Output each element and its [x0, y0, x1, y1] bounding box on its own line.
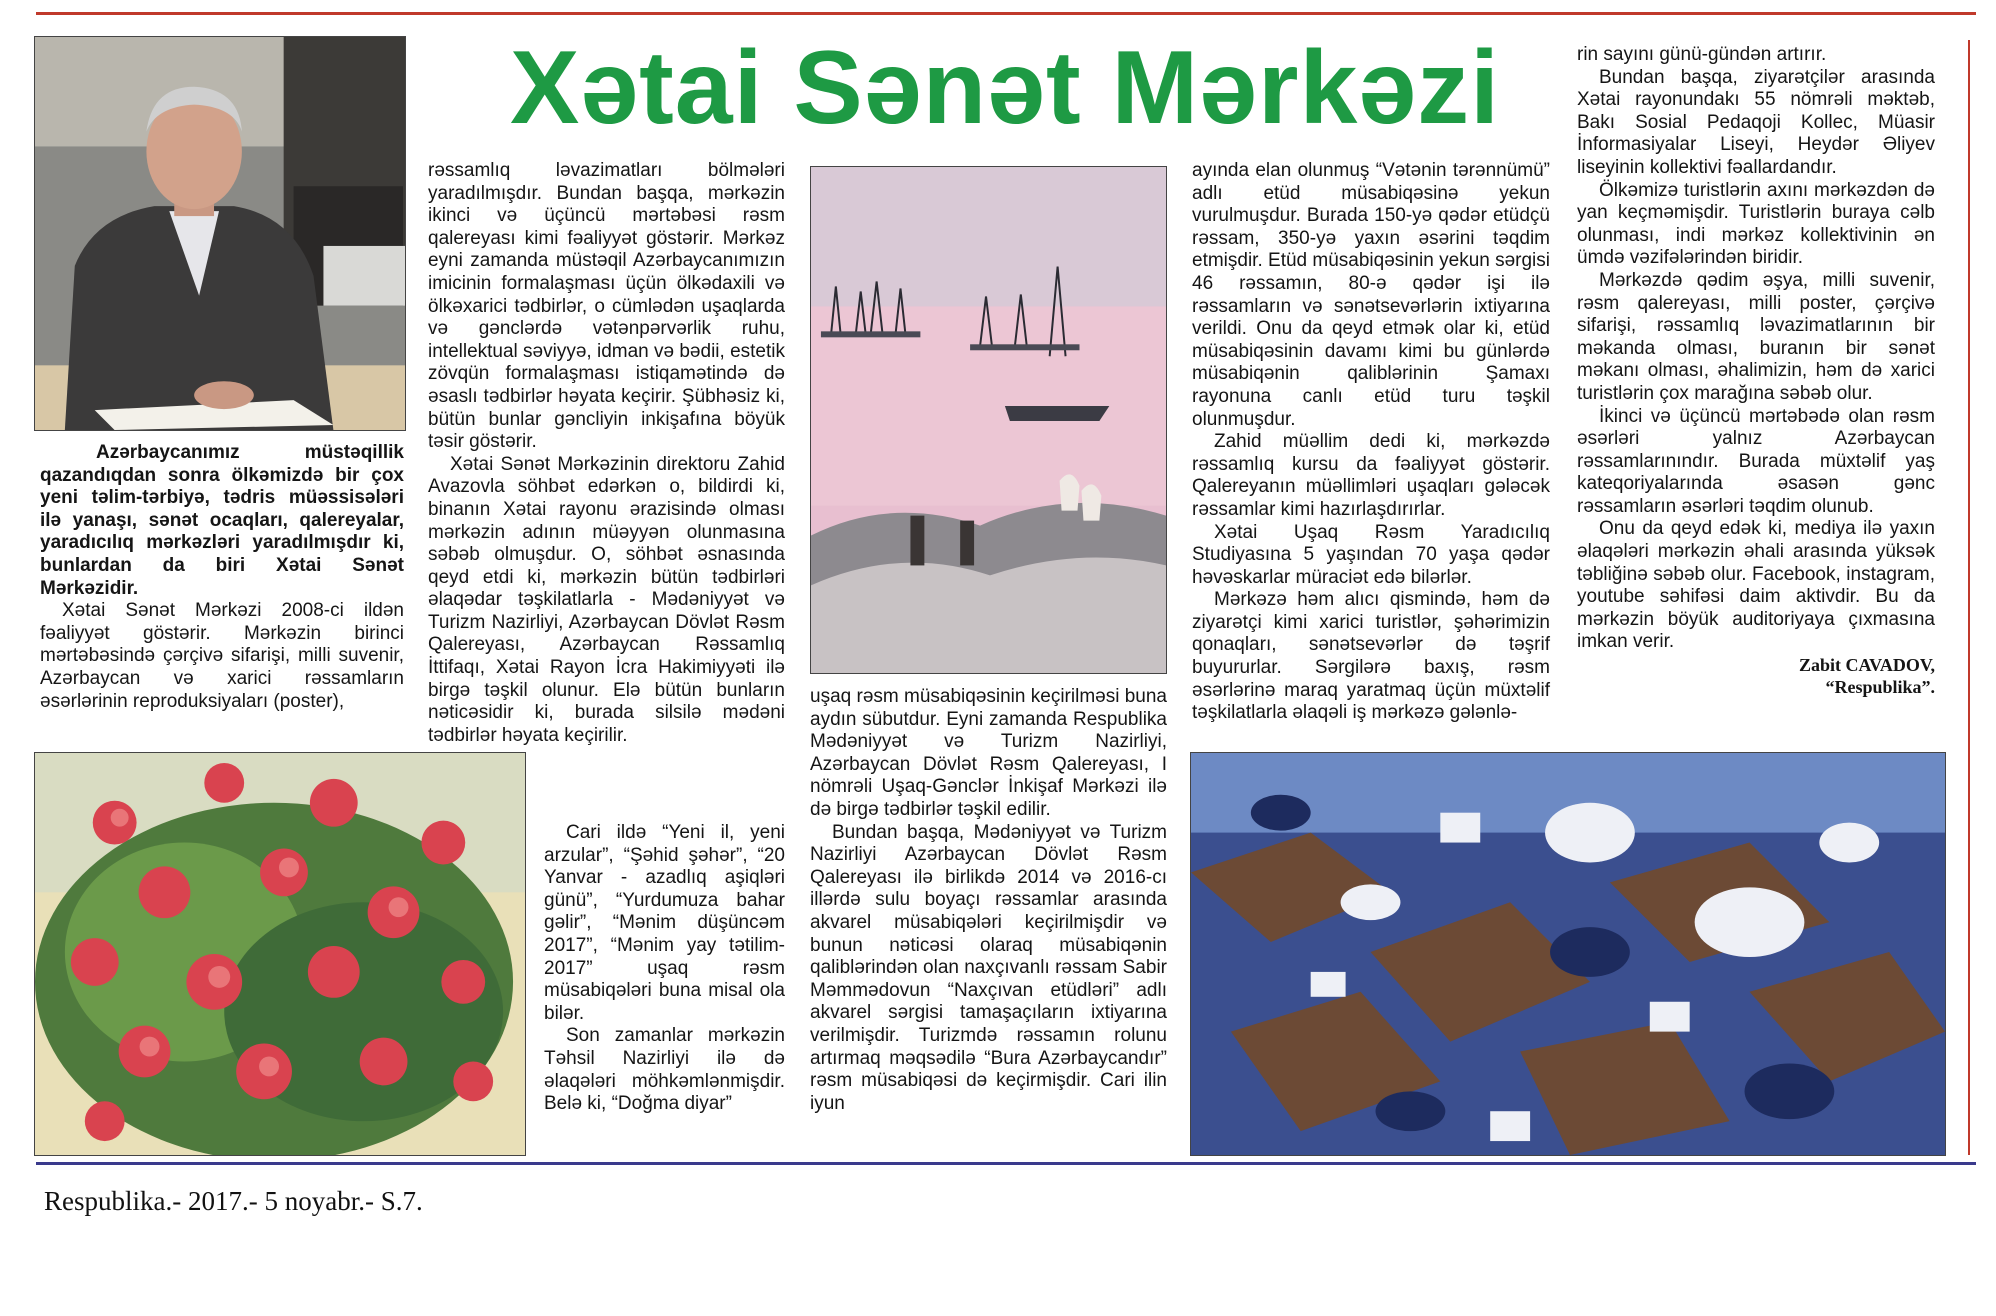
- column-5: [1577, 44, 1935, 698]
- flowers-painting: [34, 752, 526, 1156]
- newspaper-name: “Respublika”.: [1825, 677, 1935, 698]
- paragraph: rin sayını günü-gündən artırır.: [1577, 44, 1827, 65]
- top-rule: [36, 12, 1976, 15]
- oil-rigs-painting: [810, 166, 1167, 674]
- paragraph: Xətai Sənət Mərkəzi 2008-ci ildən fəaliyyət göstərir. Mərkəzin birinci mərtəbəsində çərçivə sifarişi, milli suvenir, Azərbaycan və xarici rəssamların əsərlərinin reproduksiyaları (poster),: [40, 600, 404, 712]
- column-2: [428, 160, 785, 747]
- right-rule: [1968, 40, 1970, 1155]
- paragraph: Xətai Uşaq Rəsm Yaradıcılıq Studiyasına 5 yaşından 70 yaşa qədər həvəskarlar müraciət edə bilərlər.: [1192, 521, 1550, 588]
- paragraph: rəssamlıq ləvazimatları bölmələri yaradılmışdır. Bundan başqa, mərkəzin ikinci və üçüncü mərtəbəsi rəsm qalereyası kimi fəaliyyət göstərir. Mərkəz eyni zamanda müstəqil Azərbaycanımızın imicinin formalaşması üçün ölkədaxili və ölkəxarici tədbirlər, o cümlədən uşaqlarda və gənclərdə vətənpərvərlik ruhu, intellektual səviyyə, idman və bədii, estetik zövqün formalaşması istiqamətində də əsaslı tədbirlər həyata keçirir. Şübhəsiz ki, bütün bunlar gəncliyin inkişafına böyük təsir göstərir.: [428, 160, 785, 453]
- paragraph: uşaq rəsm müsabiqəsinin keçirilməsi buna aydın sübutdur. Eyni zamanda Respublika Mədəniyyət və Turizm Nazirliyi, Azərbaycan Dövlət Rəsm Qalereyası, I nömrəli Uşaq-Gənclər İnkişaf Mərkəzi ilə də birgə tədbirlər təşkil edilir.: [810, 686, 1167, 820]
- column-3: [810, 686, 1167, 1115]
- author-name: Zabit CAVADOV,: [1798, 655, 1935, 676]
- bottom-rule: [36, 1162, 1976, 1165]
- director-photo: [34, 36, 406, 431]
- paragraph: Onu da qeyd edək ki, mediya ilə yaxın əlaqələri mərkəzin əhali arasında yüksək təbliğinə səbəb olur. Facebook, instagram, youtube səhifəsi daim aktivdir. Bu da mərkəzin böyük auditoriyaya çıxmasına imkan verir.: [1577, 518, 1935, 653]
- paragraph: Son zamanlar mərkəzin Təhsil Nazirliyi ilə də əlaqələri möhkəmlənmişdir. Belə ki, “Doğma diyar”: [544, 1025, 785, 1115]
- paragraph: Zahid müəllim dedi ki, mərkəzdə rəssamlıq kursu da fəaliyyət göstərir. Qalereyanın müəllimləri uşaqları gələcək rəssamlar kimi hazırlaşdırırlar.: [1192, 431, 1550, 520]
- paragraph: Mərkəzə həm alıcı qismində, həm də ziyarətçi kimi xarici turistlər, şəhərimizin qonaqları, sənətsevərlər də təşrif buyururlar. Sərgilərə baxış, rəsm əsərlərinə maraq yaratmaq üçün müxtəlif təşkilatlarla əlaqəli iş mərkəzə gələnlə-: [1192, 589, 1550, 724]
- paragraph: Xətai Sənət Mərkəzinin direktoru Zahid Avazovla söhbət edərkən o, bildirdi ki, binanın Xətai rayonu ərazisində olması mərkəzin adının müəyyən olunmasına səbəb olmuşdur. O, söhbət əsnasında qeyd etdi ki, mərkəzin bütün tədbirləri əlaqədar təşkilatlarla - Mədəniyyət və Turizm Nazirliyi, Azərbaycan Dövlət Rəsm Qalereyası, Azərbaycan Rəssamlıq İttifaqı, Xətai Rayon İcra Hakimiyyəti ilə birgə təşkil olunur. Elə bütün bunların nəticəsidir ki, burada silsilə mədəni tədbirlər həyata keçirilir.: [428, 453, 785, 746]
- old-city-painting: [1190, 752, 1946, 1156]
- paragraph: Mərkəzdə qədim əşya, milli suvenir, rəsm qalereyası, milli poster, çərçivə sifarişi, rəssamlıq ləvazimatlarının bir məkanda olması, buranın bir sənət məkanı olması, əhalimizin, həm də xarici turistlərin çox marağına səbəb olur.: [1577, 269, 1935, 404]
- paragraph: Bundan başqa, ziyarətçilər arasında Xətai rayonundakı 55 nömrəli məktəb, Bakı Sosial Pedaqoji Kollec, Müasir İnformasiyalar Liseyi, Heydər Əliyev liseyinin kollektivi fəallardandır.: [1577, 66, 1935, 178]
- paragraph: ayında elan olunmuş “Vətənin tərənnümü” adlı etüd müsabiqəsinə yekun vurulmuşdur. Burada 150-yə qədər etüdçü rəssam, 350-yə yaxın əsərini təqdim etmişdir. Etüd müsabiqəsinin yekun sərgisi 46 rəssamın, 80-ə qədər işi ilə rəssamların və sənətsevərlərin ixtiyarına verildi. Onu da qeyd etmək olar ki, etüd müsabiqəsinin davamı kimi bu günlərdə müsabiqənin qaliblərinin Şamaxı rayonuna canlı etüd turu təşkil olunmuşdur.: [1192, 160, 1551, 430]
- paragraph: Bundan başqa, Mədəniyyət və Turizm Nazirliyi Azərbaycan Dövlət Rəsm Qalereyası ilə birlikdə 2014 və 2016-cı illərdə sulu boyaçı rəssamlar arasında akvarel müsabiqələri keçirilmişdir və bunun nəticəsi olaraq müsabiqənin qaliblərindən olan naxçıvanlı rəssam Sabir Məmmədovun “Naxçıvan etüdləri” adlı akvarel sərgisi tamaşaçıların ixtiyarına verilmişdir. Turizmdə rəssamın rolunu artırmaq məqsədilə “Bura Azərbaycandır” rəsm müsabiqəsi də keçirmişdir. Cari ilin iyun: [810, 821, 1167, 1114]
- citation-footer: Respublika.- 2017.- 5 noyabr.- S.7.: [44, 1186, 423, 1216]
- paragraph: Ölkəmizə turistlərin axını mərkəzdən də yan keçməmişdir. Turistlərin buraya cəlb olunması, indi mərkəz kollektivinin ən ümdə vəzifələrindən biridir.: [1577, 179, 1935, 269]
- column-2-lower: [544, 822, 785, 1116]
- paragraph: İkinci və üçüncü mərtəbədə olan rəsm əsərləri yalnız Azərbaycan rəssamlarınındır. Burada müxtəlif yaş kateqoriyalarında əsasən gənc rəssamların əsərləri təqdim olunub.: [1577, 405, 1935, 517]
- paragraph: Cari ildə “Yeni il, yeni arzular”, “Şəhid şəhər”, “20 Yanvar - azadlıq aşiqləri günü”, “Yurdumuza bahar gəlir”, “Mənim düşüncəm 2017”, “Mənim yay tətilim-2017” uşaq rəsm müsabiqələri buna misal ola bilər.: [544, 822, 785, 1024]
- column-1: [40, 442, 404, 713]
- column-4: [1192, 160, 1550, 725]
- article-title: Xətai Sənət Mərkəzi: [509, 30, 1501, 146]
- lead-paragraph: Azərbaycanımız müstəqillik qazandıqdan sonra ölkəmizdə bir çox yeni təlim-tərbiyə, tədris müəssisələri ilə yanaşı, sənət ocaqları, qalereyalar, yaradıcılıq mərkəzləri yaradılmışdır ki, bunlardan da biri Xətai Sənət Mərkəzidir.: [40, 442, 404, 599]
